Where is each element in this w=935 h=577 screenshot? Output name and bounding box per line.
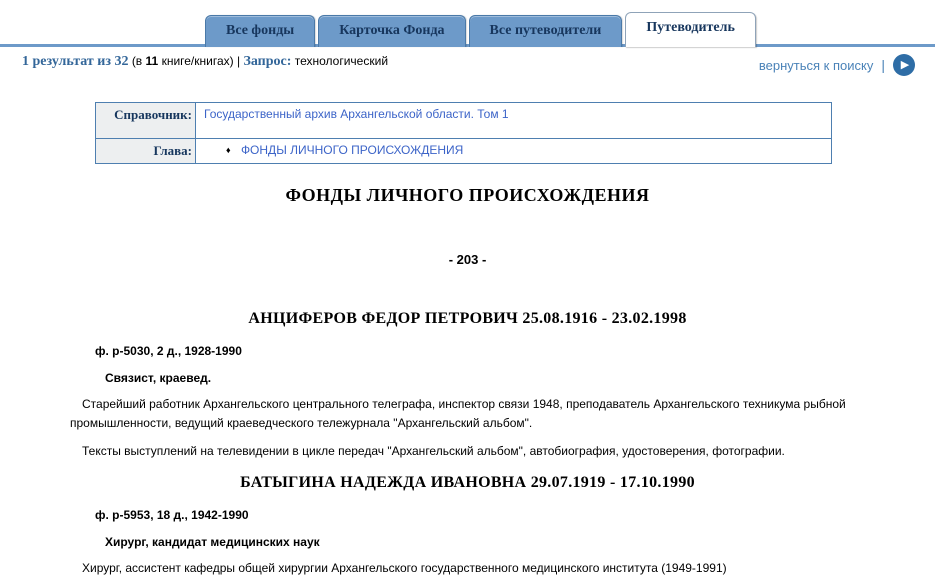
chapter-cell bbox=[196, 139, 832, 164]
table-row bbox=[96, 103, 832, 139]
record-paragraph: Старейший работник Архангельского центрального телеграфа, инспектор связи 1948, преподаватель Архангельского техникума рыбной промышленности, ведущий краеведческого тележурнала "Архангельский альбом". bbox=[70, 397, 846, 430]
chapter-label: Глава: bbox=[96, 139, 196, 164]
reference-table bbox=[95, 102, 832, 164]
results-separator: | bbox=[236, 54, 241, 68]
record-heading: БАТЫГИНА НАДЕЖДА ИВАНОВНА 29.07.1919 - 17.10.1990 bbox=[240, 473, 695, 491]
books-count: 11 bbox=[145, 54, 159, 68]
fond-reference: ф. р-5030, 2 д., 1928-1990 bbox=[95, 344, 242, 358]
page-title: ФОНДЫ ЛИЧНОГО ПРОИСХОЖДЕНИЯ bbox=[285, 185, 650, 205]
tab-fond-card[interactable]: Карточка Фонда bbox=[318, 15, 465, 47]
tabs-container bbox=[205, 12, 759, 47]
results-summary bbox=[22, 54, 388, 70]
page-number-marker: - 203 - bbox=[448, 252, 487, 267]
archive-record bbox=[0, 310, 935, 461]
table-row bbox=[96, 139, 832, 164]
chapter-link[interactable]: ФОНДЫ ЛИЧНОГО ПРОИСХОЖДЕНИЯ bbox=[240, 143, 464, 157]
tab-all-guides[interactable]: Все путеводители bbox=[469, 15, 623, 47]
results-actions bbox=[759, 54, 921, 76]
back-to-search-link[interactable]: вернуться к поиску bbox=[758, 57, 874, 73]
results-bar bbox=[0, 47, 935, 76]
books-suffix: книге/книгах) bbox=[161, 54, 234, 68]
tab-guide-active[interactable]: Путеводитель bbox=[625, 12, 756, 47]
tab-strip bbox=[0, 0, 935, 47]
results-count: 1 результат из 32 bbox=[22, 54, 129, 69]
archive-record bbox=[0, 474, 935, 577]
bullet-icon: ♦ bbox=[226, 145, 231, 155]
query-value: технологический bbox=[294, 54, 389, 68]
next-page-button[interactable] bbox=[893, 54, 915, 76]
fond-reference: ф. р-5953, 18 д., 1942-1990 bbox=[95, 507, 249, 522]
document-content bbox=[0, 185, 935, 577]
record-paragraph: Тексты выступлений на телевидении в цикле передач "Архангельский альбом", автобиография, удостоверения, фотографии. bbox=[82, 444, 785, 459]
query-label: Запрос: bbox=[243, 54, 292, 69]
reference-book-cell bbox=[196, 103, 832, 139]
play-arrow-icon: ▶ bbox=[900, 58, 910, 71]
record-annotation: Связист, краевед. bbox=[105, 371, 212, 385]
back-separator: | bbox=[881, 57, 885, 73]
record-heading: АНЦИФЕРОВ ФЕДОР ПЕТРОВИЧ 25.08.1916 - 23.02.1998 bbox=[248, 310, 687, 327]
tab-all-fonds[interactable]: Все фонды bbox=[205, 15, 315, 47]
record-paragraph: Хирург, ассистент кафедры общей хирургии Архангельского государственного медицинского института (1949-1991) bbox=[82, 560, 727, 575]
reference-book-link[interactable]: Государственный архив Архангельской области. Том 1 bbox=[204, 107, 509, 121]
books-prefix: (в bbox=[131, 54, 143, 68]
reference-book-label: Справочник: bbox=[96, 103, 196, 139]
record-annotation: Хирург, кандидат медицинских наук bbox=[105, 534, 320, 549]
